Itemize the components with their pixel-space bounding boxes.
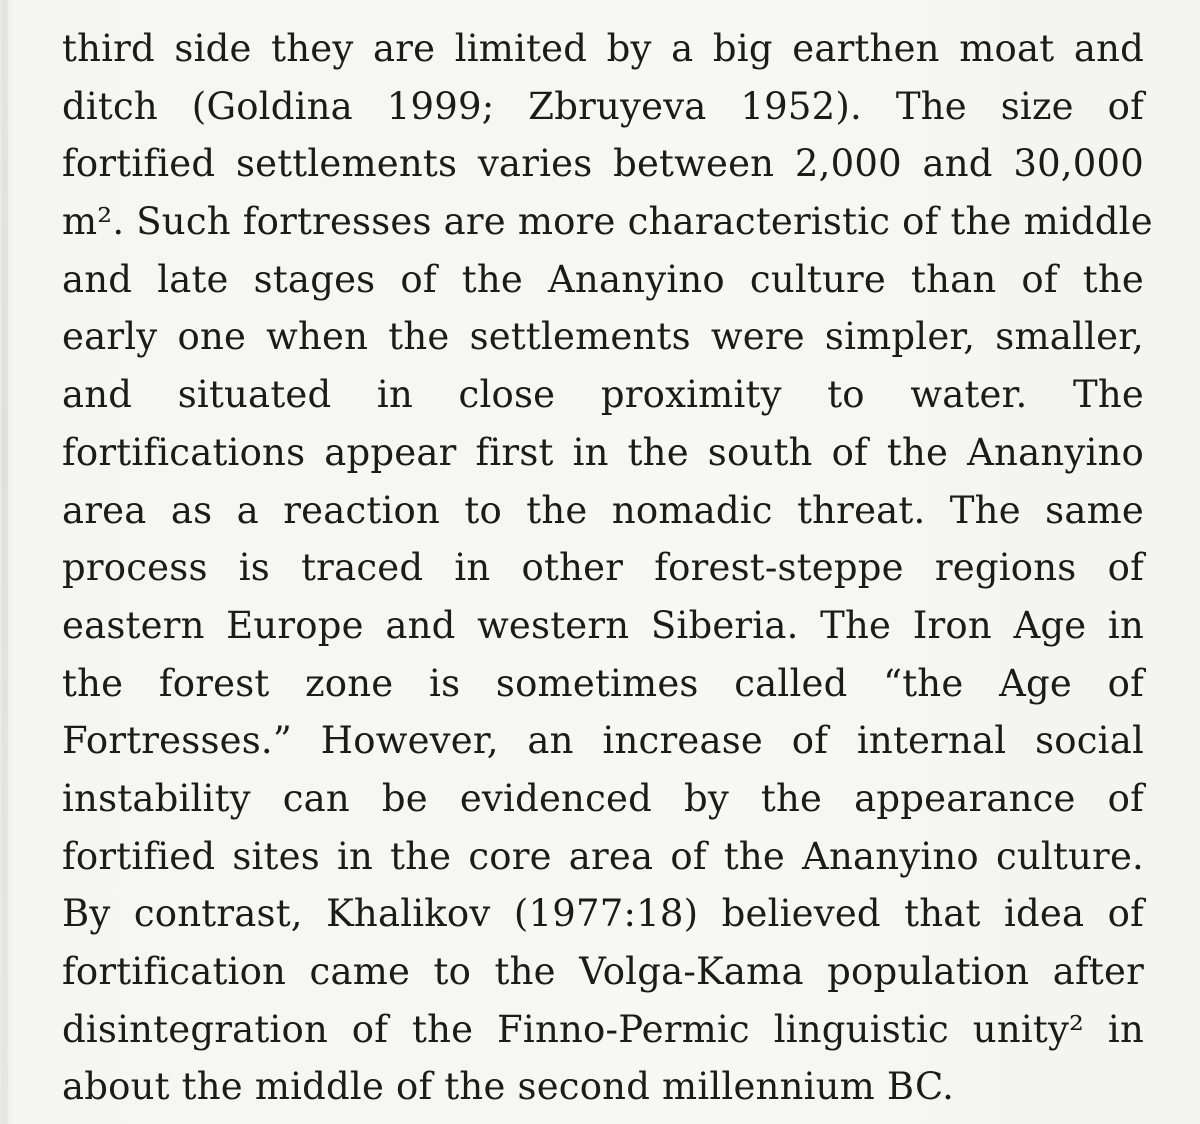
text-line: the forest zone is sometimes called “the Age of — [62, 661, 1144, 705]
body-paragraph — [62, 20, 1153, 1116]
text-line: fortified sites in the core area of the Ananyino culture. — [62, 834, 1144, 878]
text-line: instability can be evidenced by the appearance of — [62, 776, 1144, 820]
text-line: fortification came to the Volga-Kama population after — [62, 950, 1144, 993]
text-line: early one when the settlements were simpler, smaller, — [62, 315, 1144, 359]
text-line: eastern Europe and western Siberia. The Iron Age in — [62, 603, 1144, 647]
text-line: and situated in close proximity to water. The — [62, 373, 1144, 417]
text-line: m². Such fortresses are more characteristic of the middle — [62, 200, 1153, 244]
text-line: fortified settlements varies between 2,000 and 30,000 — [62, 142, 1144, 186]
text-line: and late stages of the Ananyino culture than of the — [62, 257, 1144, 301]
text-line: fortifications appear first in the south of the Ananyino — [62, 430, 1144, 474]
text-line: Fortresses.” However, an increase of internal social — [62, 719, 1144, 763]
text-line: process is traced in other forest-steppe regions of — [62, 546, 1144, 590]
text-line: ditch (Goldina 1999; Zbruyeva 1952). The size of — [62, 84, 1144, 128]
text-line: area as a reaction to the nomadic threat. The same — [62, 488, 1144, 532]
text-line: disintegration of the Finno-Permic linguistic unity² in — [62, 1007, 1144, 1051]
page-edge-shadow — [2, 0, 8, 1124]
text-line: third side they are limited by a big earthen moat and — [62, 27, 1144, 70]
text-line: about the middle of the second millennium BC. — [62, 1065, 955, 1109]
text-line: By contrast, Khalikov (1977:18) believed that idea of — [62, 892, 1144, 936]
